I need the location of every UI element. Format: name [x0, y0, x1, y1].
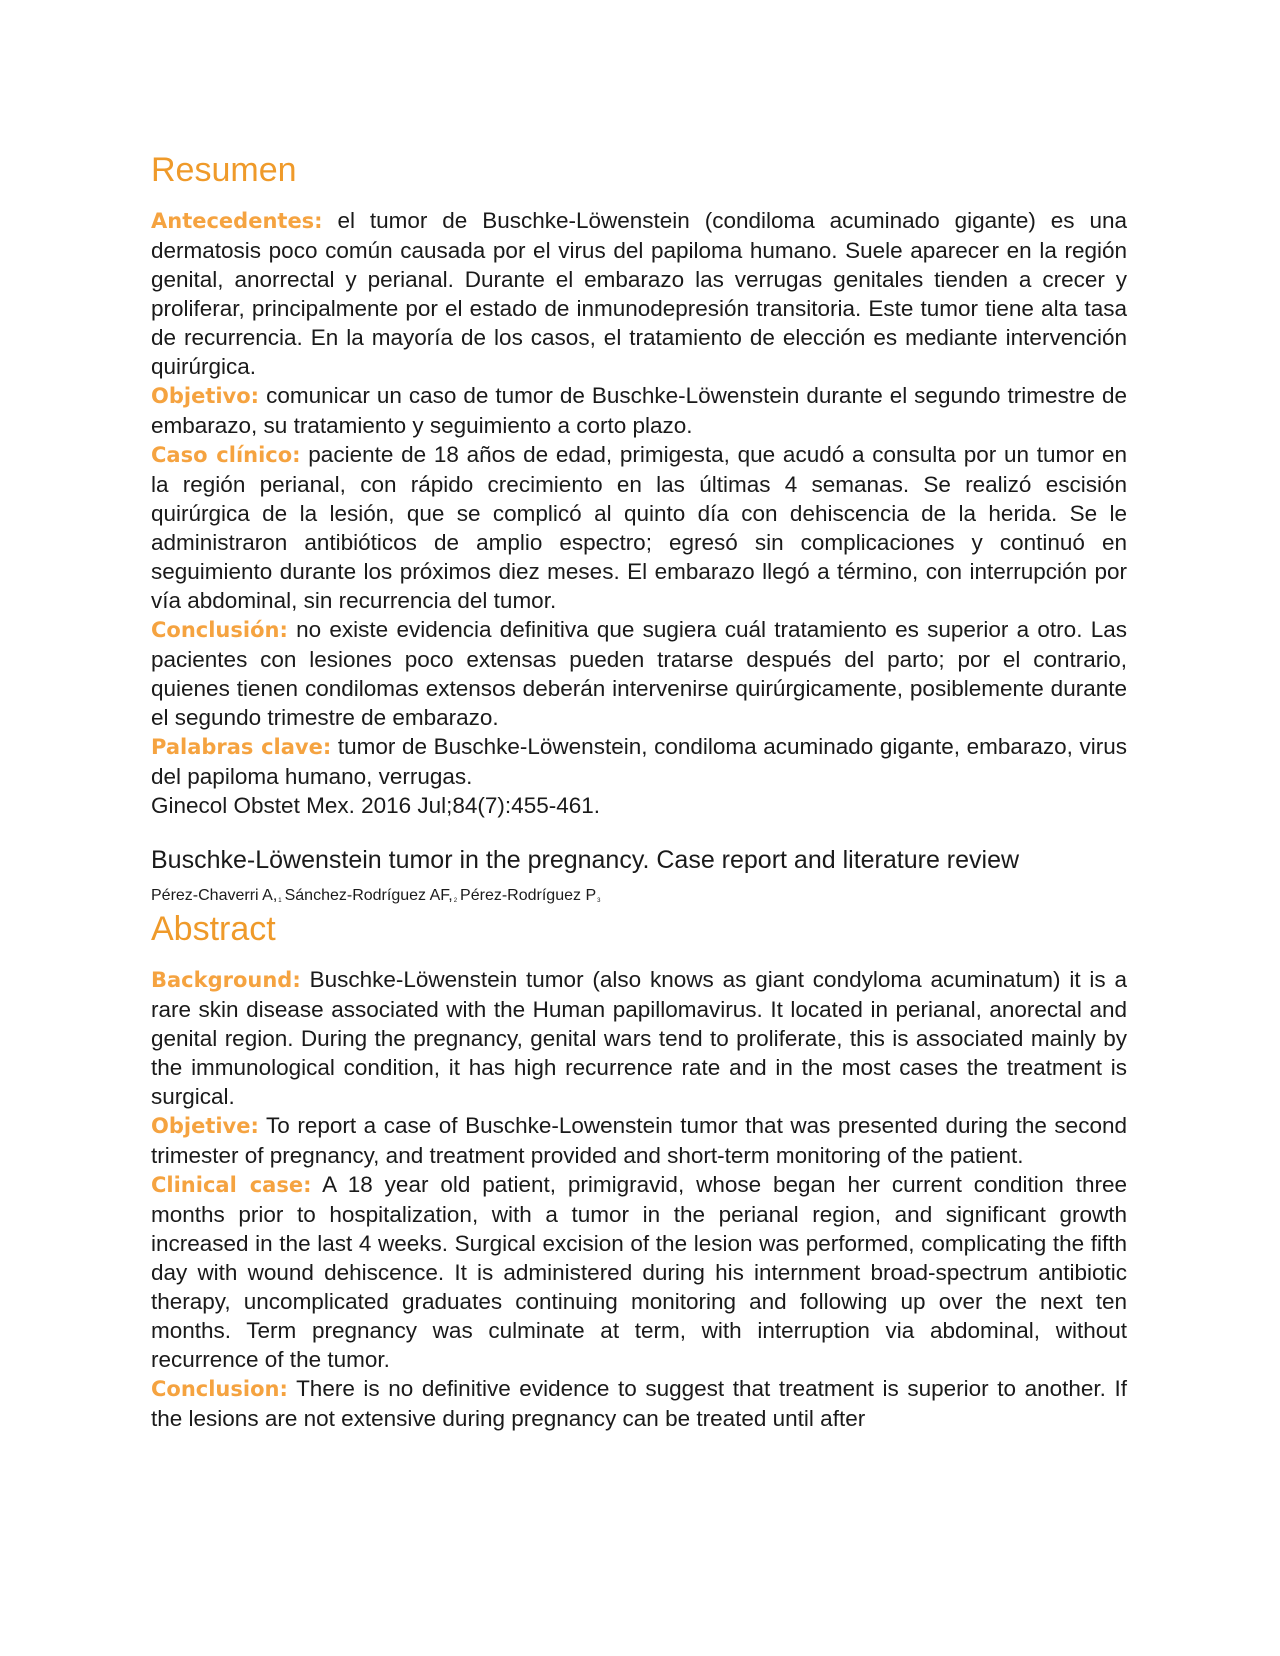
abstract-conclusion-label: Conclusion: — [151, 1377, 288, 1401]
antecedentes-text: el tumor de Buschke-Löwenstein (condiloma acuminado gigante) es una dermatosis poco común causada por el virus del papiloma humano. Suele aparecer en la región genital, anorrectal y perianal. Durante el embarazo las verrugas genitales tienden a crecer y proliferar, principalmente por el estado de inmunodepresión transitoria. Este tumor tiene alta tasa de recurrencia. En la mayoría de los casos, el tratamiento de elección es mediante intervención quirúrgica. — [151, 208, 1127, 379]
conclusion-label: Conclusión: — [151, 618, 288, 642]
resumen-palabras-clave — [151, 732, 1127, 791]
antecedentes-label: Antecedentes: — [151, 209, 323, 233]
caso-clinico-text: paciente de 18 años de edad, primigesta, que acudó a consulta por un tumor en la región perianal, con rápido crecimiento en las últimas 4 semanas. Se realizó escisión quirúrgica de la lesión, que se complicó al quinto día con dehiscencia de la herida. Se le administraron antibióticos de amplio espectro; egresó sin complicaciones y continuó en seguimiento durante los próximos diez meses. El embarazo llegó a término, con interrupción por vía abdominal, sin recurrencia del tumor. — [151, 442, 1127, 613]
resumen-antecedentes — [151, 206, 1127, 381]
resumen-conclusion — [151, 615, 1127, 732]
abstract-clinical-case — [151, 1170, 1127, 1374]
author-affiliation-mark: 2 — [453, 898, 458, 904]
background-text: Buschke-Löwenstein tumor (also knows as giant condyloma acuminatum) it is a rare skin disease associated with the Human papillomavirus. It located in perianal, anorectal and genital region. During the pregnancy, genital wars tend to proliferate, this is associated mainly by the immunological condition, it has high recurrence rate and in the most cases the treatment is surgical. — [151, 967, 1127, 1109]
abstract-background — [151, 965, 1127, 1111]
abstract-conclusion — [151, 1374, 1127, 1433]
objetivo-text: comunicar un caso de tumor de Buschke-Löwenstein durante el segundo trimestre de embarazo, su tratamiento y seguimiento a corto plazo. — [151, 383, 1127, 438]
caso-clinico-label: Caso clínico: — [151, 443, 301, 467]
abstract-heading: Abstract — [151, 910, 276, 948]
author-name: Sánchez-Rodríguez AF, — [284, 887, 453, 904]
author-name: Pérez-Rodríguez P — [460, 887, 597, 904]
conclusion-text: no existe evidencia definitiva que sugiera cuál tratamiento es superior a otro. Las pacientes con lesiones poco extensas pueden tratarse después del parto; por el contrario, quienes tienen condilomas extensos deberán intervenirse quirúrgicamente, posiblemente durante el segundo trimestre de embarazo. — [151, 617, 1127, 730]
document-page — [151, 150, 1127, 1433]
author-list — [151, 886, 1127, 909]
palabras-clave-text: tumor de Buschke-Löwenstein, condiloma acuminado gigante, embarazo, virus del papiloma humano, verrugas. — [151, 734, 1127, 789]
clinical-case-label: Clinical case: — [151, 1173, 312, 1197]
author-affiliation-mark: 1 — [278, 898, 282, 904]
abstract-conclusion-text: There is no definitive evidence to suggest that treatment is superior to another. If the lesions are not extensive during pregnancy can be treated until after — [151, 1376, 1127, 1431]
background-label: Background: — [151, 968, 301, 992]
resumen-heading: Resumen — [151, 151, 297, 189]
english-title: Buschke-Löwenstein tumor in the pregnancy. Case report and literature review — [151, 846, 1020, 874]
author-affiliation-mark: 3 — [597, 898, 601, 904]
resumen-caso-clinico — [151, 440, 1127, 615]
objetivo-label: Objetivo: — [151, 384, 260, 408]
citation: Ginecol Obstet Mex. 2016 Jul;84(7):455-461. — [151, 793, 601, 818]
palabras-clave-label: Palabras clave: — [151, 735, 332, 759]
resumen-objetivo — [151, 381, 1127, 440]
abstract-objetive — [151, 1111, 1127, 1170]
clinical-case-text: A 18 year old patient, primigravid, whose began her current condition three months prior to hospitalization, with a tumor in the perianal region, and significant growth increased in the last 4 weeks. Surgical excision of the lesion was performed, complicating the fifth day with wound dehiscence. It is administered during his internment broad-spectrum antibiotic therapy, uncomplicated graduates continuing monitoring and following up over the next ten months. Term pregnancy was culminate at term, with interruption via abdominal, without recurrence of the tumor. — [151, 1172, 1127, 1372]
author-name: Pérez-Chaverri A, — [151, 887, 278, 904]
objetive-label: Objetive: — [151, 1114, 259, 1138]
objetive-text: To report a case of Buschke-Lowenstein tumor that was presented during the second trimester of pregnancy, and treatment provided and short-term monitoring of the patient. — [151, 1113, 1127, 1168]
